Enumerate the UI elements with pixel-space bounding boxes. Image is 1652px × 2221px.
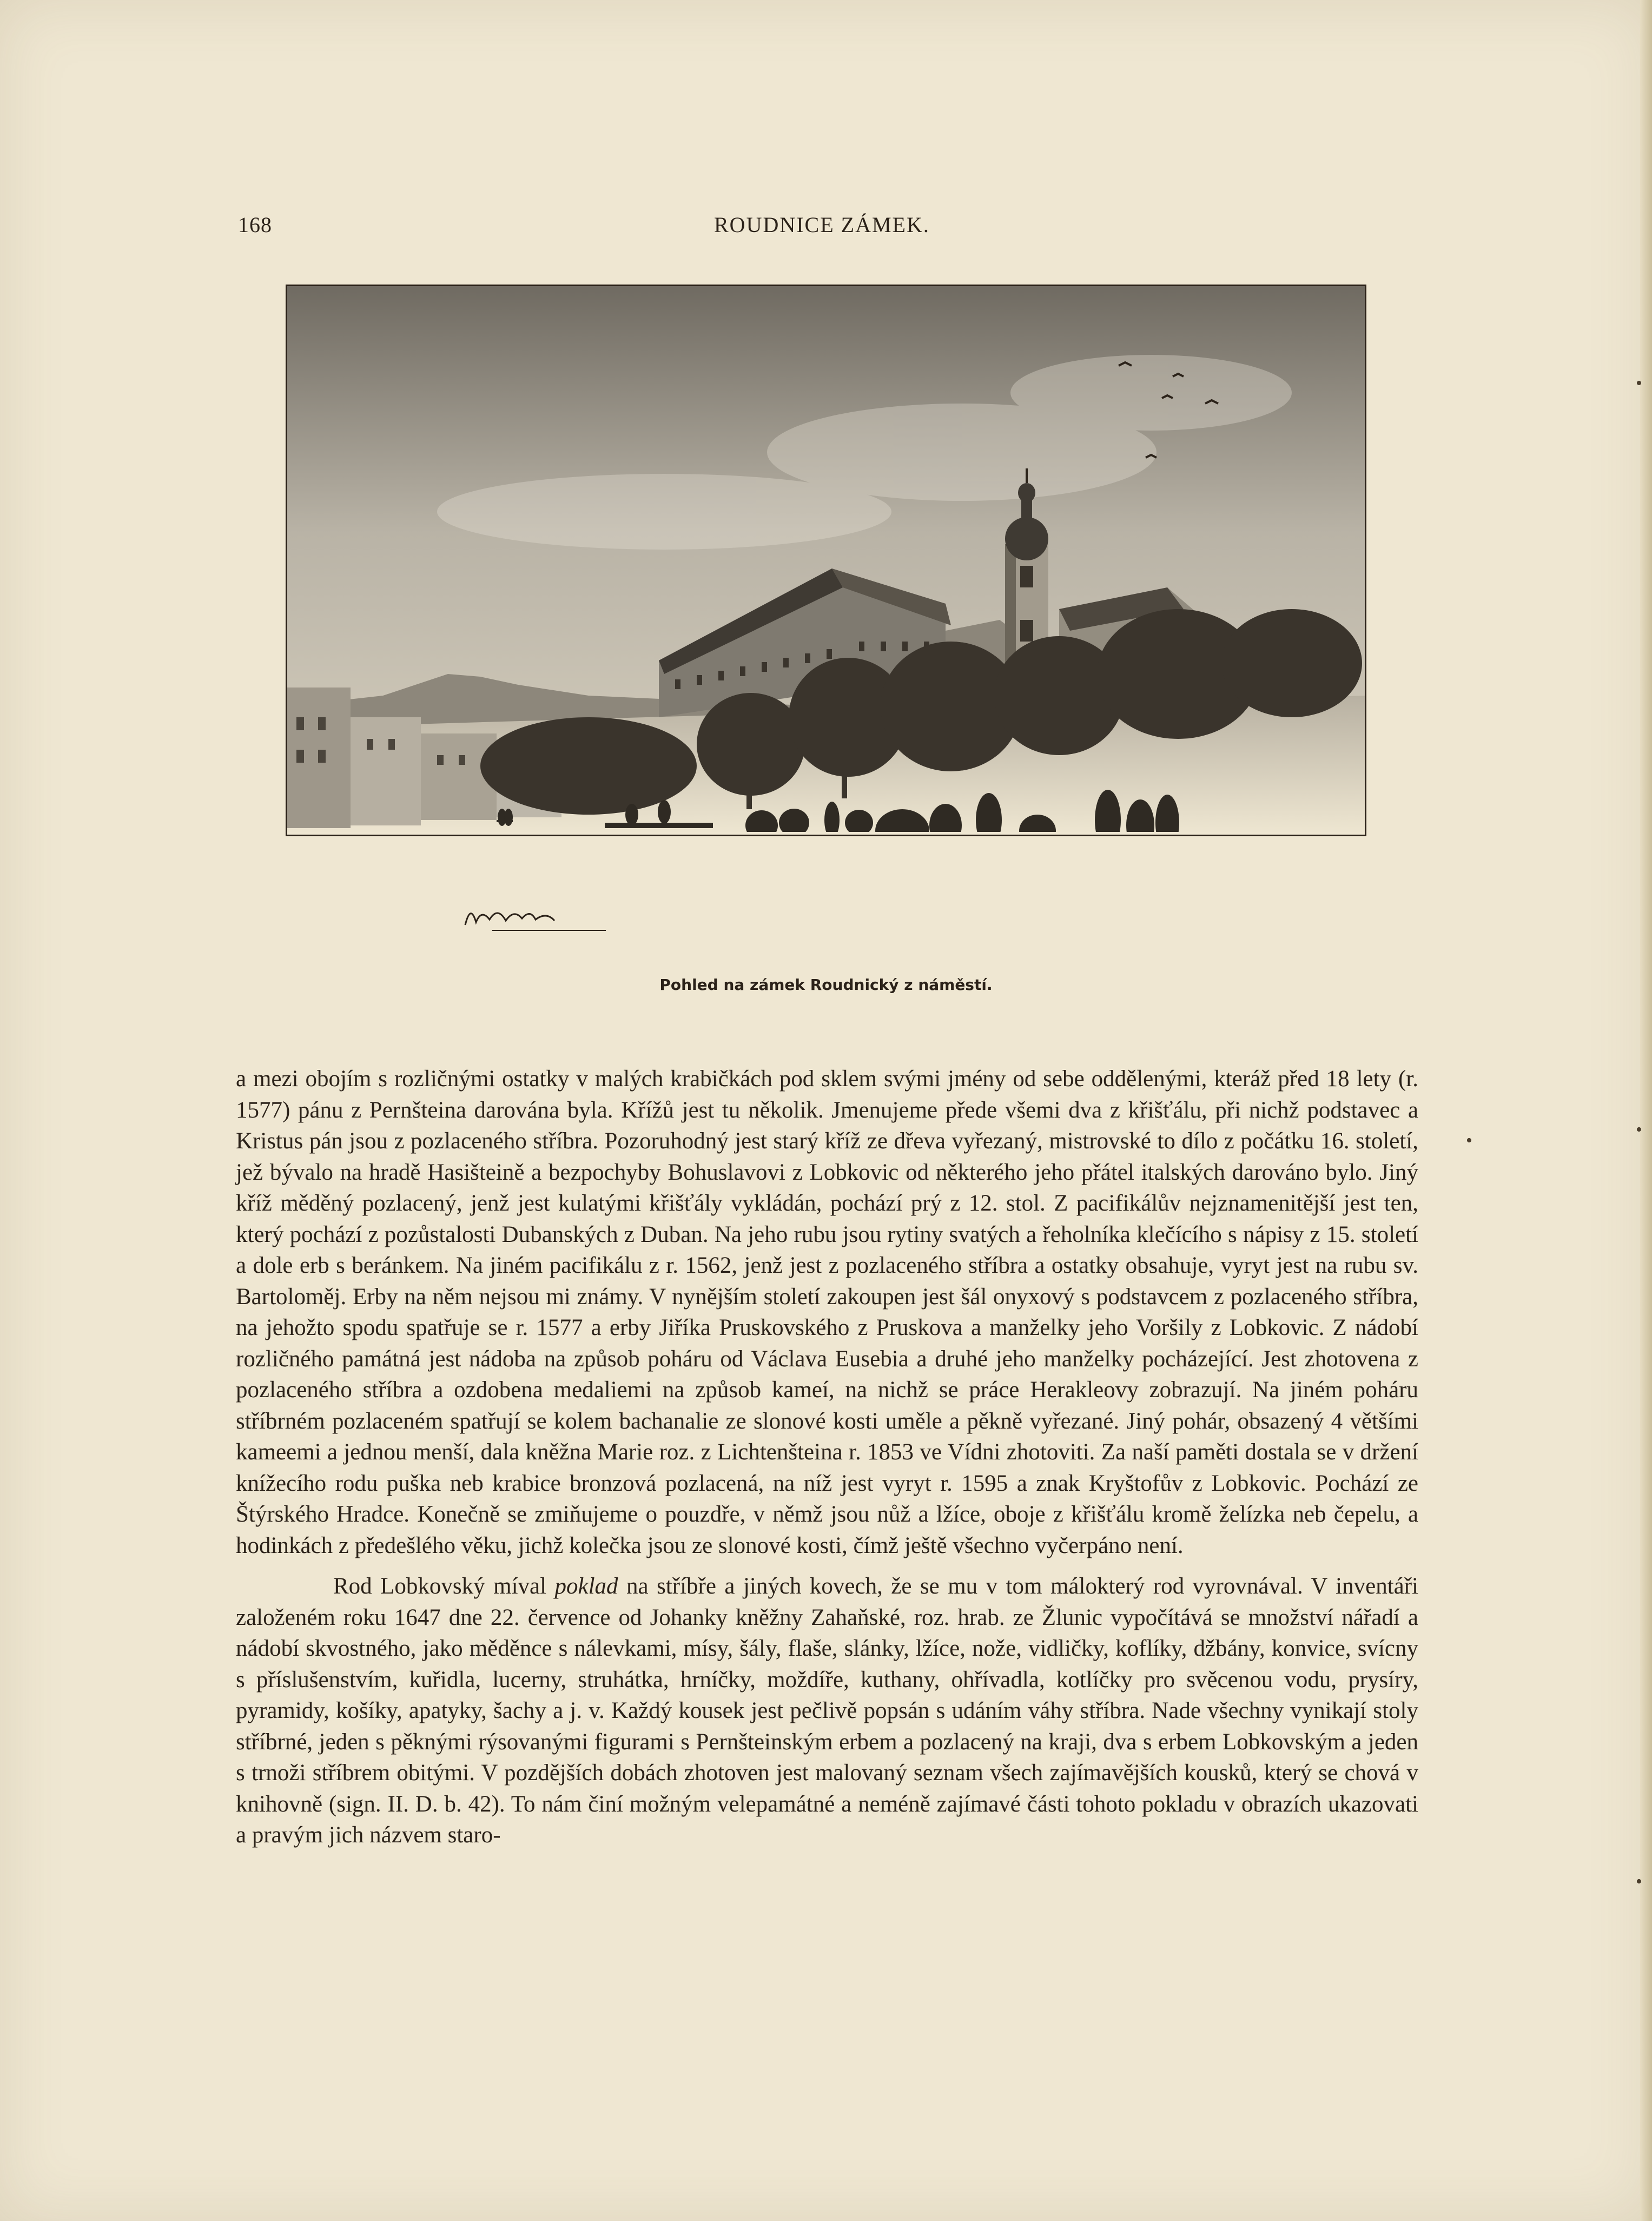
engraving-illustration [286, 285, 1366, 836]
margin-mark: • [1636, 373, 1642, 393]
body-text [236, 1063, 1418, 1851]
paragraph-2-start: Rod Lobkovský míval [333, 1574, 555, 1599]
margin-mark: • [1636, 1872, 1642, 1892]
paragraph-2-rest: na stříbře a jiných kovech, že se mu v tom málokterý rod vyrovnával. V inventáři založeném roku 1647 dne 22. července od Johanky kněžny Zahaňské, roz. hrab. ze Žlunic vypočítává se množství nářadí a nádobí skvostného, jako měděnce s nálevkami, mísy, šály, flaše, slánky, lžíce, nože, vidličky, koflíky, džbány, konvice, svícny s příslušenstvím, kuřidla, lucerny, struhátka, hrníčky, moždíře, kuthany, ohřívadla, kotlíčky pro svěcenou vodu, prysíry, pyramidy, košíky, apatyky, šachy a j. v. Každý kousek jest pečlivě popsán s udáním váhy stříbra. Nade všechny vynikají stoly stříbrné, jeden s pěknými rýsovanými figurami s Pernšteinským erbem a pozlacený na kraji, dva s erbem Lobkovským a jeden s trnoži stříbrem obitými. V pozdějších dobách zhotoven jest malovaný seznam všech zajímavějších kousků, který se chová v knihovně (sign. II. D. b. 42). To nám činí možným velepamátné a neméně zajímavé části tohoto pokladu v obrazích ukazovati a pravým jich názvem staro- [236, 1574, 1419, 1848]
margin-mark: • [1636, 1120, 1642, 1140]
page-number: 168 [238, 213, 272, 237]
paragraph-2 [236, 1571, 1418, 1851]
paragraph-1: a mezi obojím s rozličnými ostatky v malých krabičkách pod sklem svými jmény od sebe oddělenými, kteráž před 18 lety (r. 1577) pánu z Pernšteina darována byla. Křížů jest tu několik. Jmenujeme přede všemi dva z křišťálu, při nichž podstavec a Kristus pán jsou z pozlaceného stříbra. Pozoruhodný jest starý kříž ze dřeva vyřezaný, mistrovské to dílo z počátku 16. století, jež bývalo na hradě Hasišteině a bezpochyby Bohuslavovi z Lobkovic od některého jeho přátel italských darováno bylo. Jiný kříž měděný pozlacený, jenž jest kulatými křišťály vykládán, pochází prý z 12. stol. Z pacifikálův nejznamenitější jest ten, který pochází z pozůstalosti Dubanských z Duban. Na jeho rubu jsou rytiny svatých a řeholníka klečícího s nápisy z 15. století a dole erb s beránkem. Na jiném pacifikálu z r. 1562, jenž jest z pozlaceného stříbra a ostatky obsahuje, vyryt jest na rubu sv. Bartoloměj. Erby na něm nejsou mi známy. V nynějším století zakoupen jest šál onyxový s podstavcem z pozlaceného stříbra, na jehožto spodu spatřuje se r. 1577 a erby Jiříka Pruskovského z Pruskova a manželky jeho Voršily z Lobkovic. Z nádobí rozličného památná jest nádoba na způsob poháru od Václava Eusebia a druhé jeho manželky pocházející. Jest zhotovena z pozlaceného stříbra a ozdobena medaliemi na způsob kameí, na nichž se práce Herakleovy zobrazují. Na jiném poháru stříbrném pozlaceném spatřují se kolem bachanalie ze slonové kosti uměle a pěkně vyřezané. Jiný pohár, obsazený 4 většími kameemi a jednou menší, dala kněžna Marie roz. z Lichtenšteina r. 1853 ve Vídni zhotoviti. Za naší paměti dostala se v držení knížecího rodu puška neb krabice bronzová pozlacená, na níž jest vyryt r. 1595 a znak Kryštofův z Lobkovic. Pochází ze Štýrského Hradce. Konečně se zmiňujeme o pouzdře, v němž jsou nůž a lžíce, oboje z křišťálu kromě želízka neb čepelu, a hodinkách z předešlého věku, jichž kolečka jsou ze slonové kosti, čímž ještě všechno vyčerpáno není. [236, 1066, 1418, 1558]
figure-caption: Pohled na zámek Roudnický z náměstí. [659, 976, 993, 994]
running-title: ROUDNICE ZÁMEK. [714, 213, 930, 237]
artist-signature [460, 893, 611, 941]
margin-mark: • [1466, 1131, 1472, 1151]
castle-square-engraving [286, 285, 1366, 836]
paragraph-2-emphasis: poklad [554, 1574, 618, 1599]
